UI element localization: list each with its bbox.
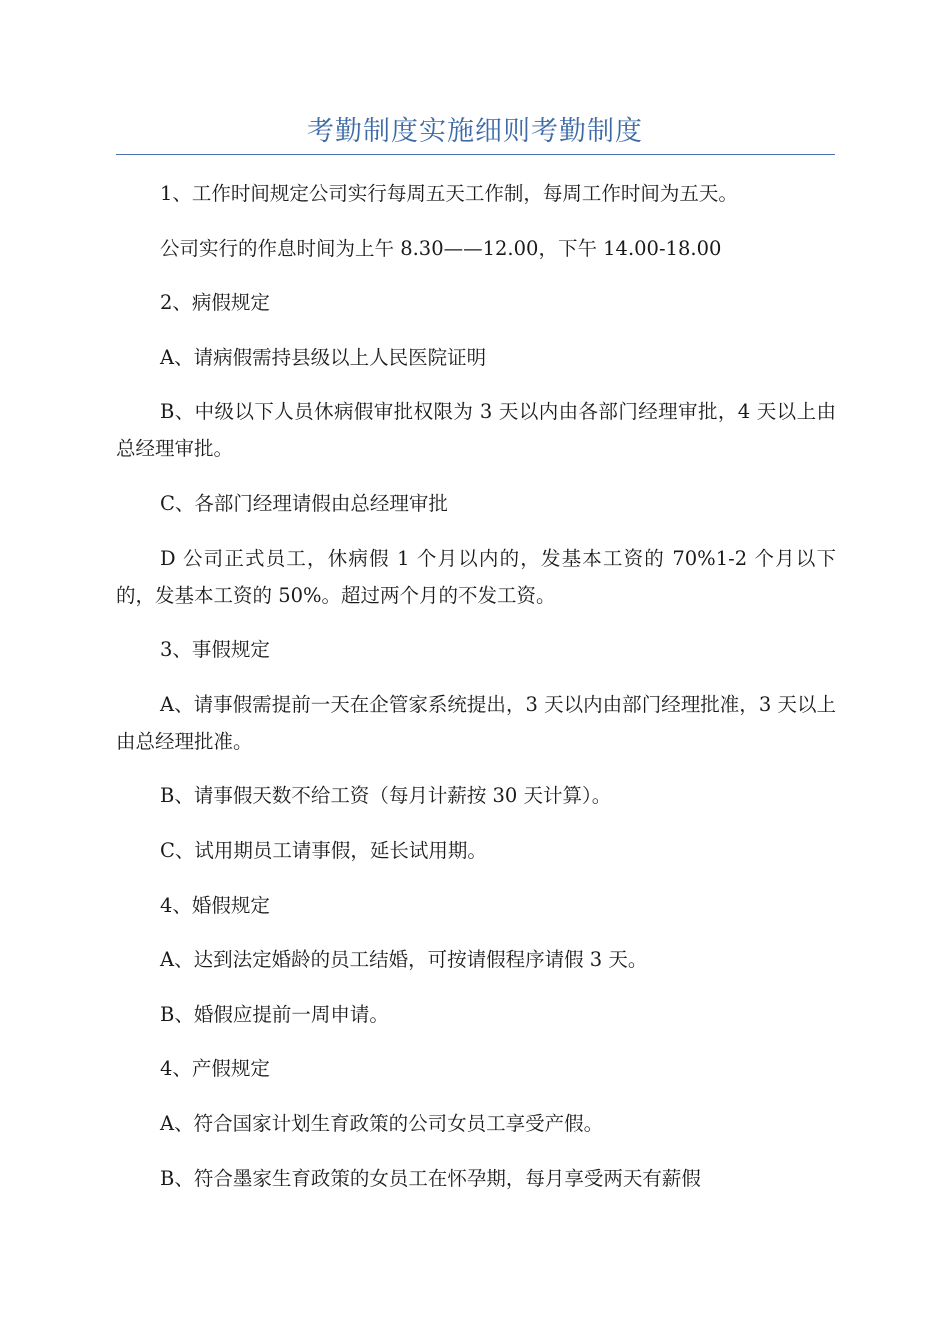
paragraph-sick-leave-d: D 公司正式员工，休病假 1 个月以内的，发基本工资的 70%1-2 个月以下的，发基本工资的 50%。超过两个月的不发工资。 [116, 546, 836, 607]
paragraph-maternity-leave-a: A、符合国家计划生育政策的公司女员工享受产假。 [160, 1111, 604, 1135]
paragraph-work-hours: 1、工作时间规定公司实行每周五天工作制，每周工作时间为五天。 [160, 182, 738, 205]
section-heading-maternity-leave: 4、产假规定 [160, 1057, 270, 1081]
paragraph-sick-leave-c: C、各部门经理请假由总经理审批 [160, 491, 448, 515]
section-heading-sick-leave: 2、病假规定 [160, 291, 270, 315]
paragraph-personal-leave-a: A、请事假需提前一天在企管家系统提出，3 天以内由部门经理批准，3 天以上由总经理批准。 [116, 692, 836, 753]
paragraph-personal-leave-c: C、试用期员工请事假，延长试用期。 [160, 838, 487, 862]
section-heading-personal-leave: 3、事假规定 [160, 638, 270, 662]
title-underline [116, 154, 835, 155]
section-heading-marriage-leave: 4、婚假规定 [160, 893, 270, 917]
document-body [116, 175, 836, 1214]
paragraph-personal-leave-b: B、请事假天数不给工资（每月计薪按 30 天计算）。 [160, 784, 612, 808]
document-title: 考勤制度实施细则考勤制度 [307, 116, 643, 147]
paragraph-marriage-leave-b: B、婚假应提前一周申请。 [160, 1002, 389, 1026]
paragraph-maternity-leave-b: B、符合墨家生育政策的女员工在怀孕期，每月享受两天有薪假 [160, 1166, 701, 1190]
paragraph-marriage-leave-a: A、达到法定婚龄的员工结婚，可按请假程序请假 3 天。 [160, 948, 648, 972]
paragraph-sick-leave-b: B、中级以下人员休病假审批权限为 3 天以内由各部门经理审批，4 天以上由总经理审批。 [116, 400, 836, 461]
paragraph-schedule: 公司实行的作息时间为上午 8.30——12.00，下午 14.00-18.00 [160, 236, 722, 260]
paragraph-sick-leave-a: A、请病假需持县级以上人民医院证明 [160, 345, 487, 369]
